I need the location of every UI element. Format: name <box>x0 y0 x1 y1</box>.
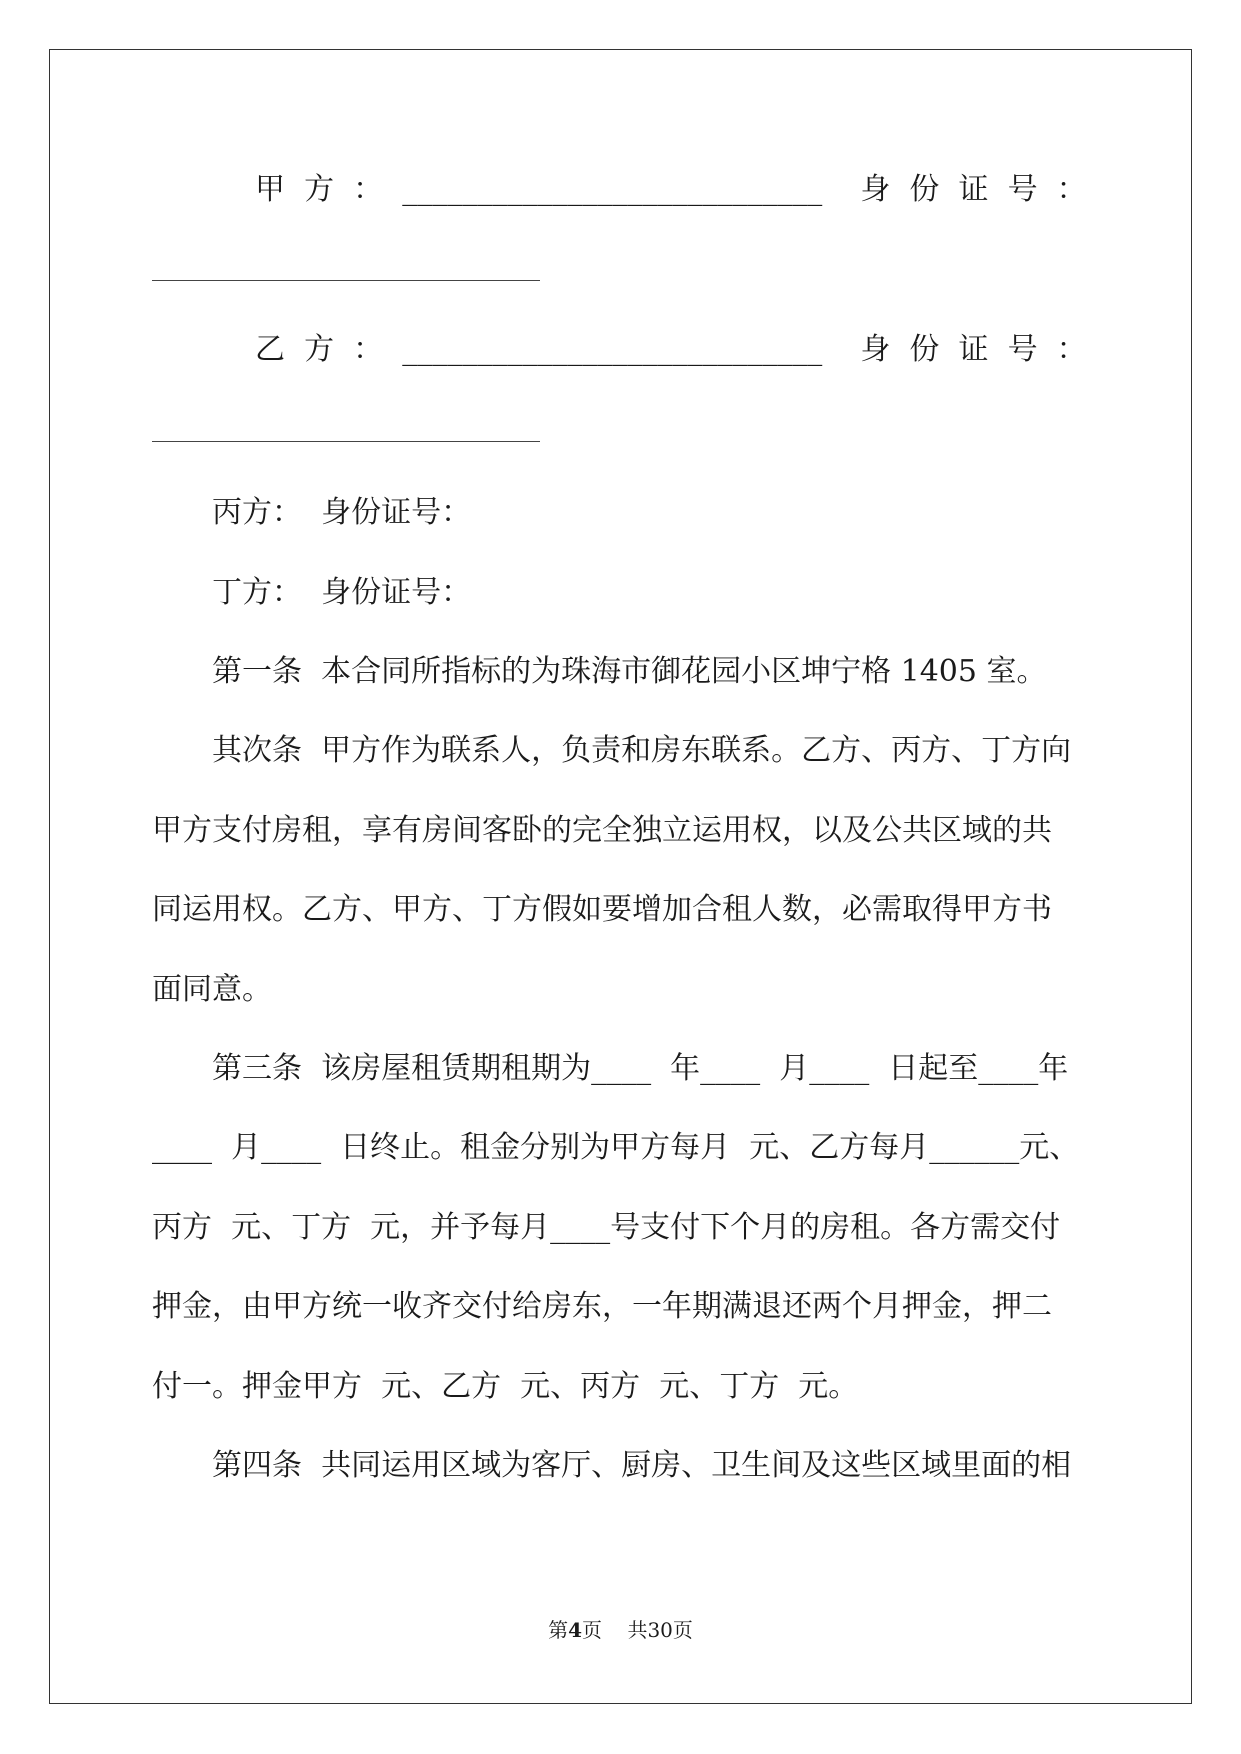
party-b-id-blank <box>152 441 540 442</box>
article-1-line: 第一条 本合同所指标的为珠海市御花园小区坤宁格 1405 室。 <box>212 654 1047 689</box>
footer-total-pages: 30 <box>647 1618 673 1642</box>
article-2-line-1: 其次条 甲方作为联系人，负责和房东联系。乙方、丙方、丁方向 <box>212 733 1072 768</box>
article-3-line-4: 押金，由甲方统一收齐交付给房东，一年期满退还两个月押金，押二 <box>152 1289 1052 1324</box>
footer-mid: 页 共 <box>582 1618 648 1642</box>
article-2-line-2: 甲方支付房租，享有房间客卧的完全独立运用权，以及公共区域的共 <box>152 813 1052 848</box>
party-d-line: 丁方： 身份证号： <box>212 575 472 610</box>
party-a-line: 甲 方 ： ____________________________ 身 份 证 号 ： <box>255 172 1087 207</box>
article-2-line-3: 同运用权。乙方、甲方、丁方假如要增加合租人数，必需取得甲方书 <box>152 892 1052 927</box>
article-3-line-2: ____ 月____ 日终止。租金分别为甲方每月 元、乙方每月______元、 <box>152 1130 1080 1165</box>
article-2-line-4: 面同意。 <box>152 972 272 1007</box>
party-b-line: 乙 方 ： ____________________________ 身 份 证 号 ： <box>255 332 1087 367</box>
article-4-line-1: 第四条 共同运用区域为客厅、厨房、卫生间及这些区域里面的相 <box>212 1448 1072 1483</box>
footer-prefix: 第 <box>548 1618 569 1642</box>
footer-suffix: 页 <box>672 1618 693 1642</box>
footer-page-number: 4 <box>568 1618 583 1642</box>
page-footer <box>0 1617 1241 1643</box>
article-3-line-1: 第三条 该房屋租赁期租期为____ 年____ 月____ 日起至____年 <box>212 1051 1069 1086</box>
article-3-line-3: 丙方 元、丁方 元，并予每月____号支付下个月的房租。各方需交付 <box>152 1210 1061 1245</box>
party-c-line: 丙方： 身份证号： <box>212 495 472 530</box>
party-a-id-blank <box>152 280 540 281</box>
article-3-line-5: 付一。押金甲方 元、乙方 元、丙方 元、丁方 元。 <box>152 1369 859 1404</box>
